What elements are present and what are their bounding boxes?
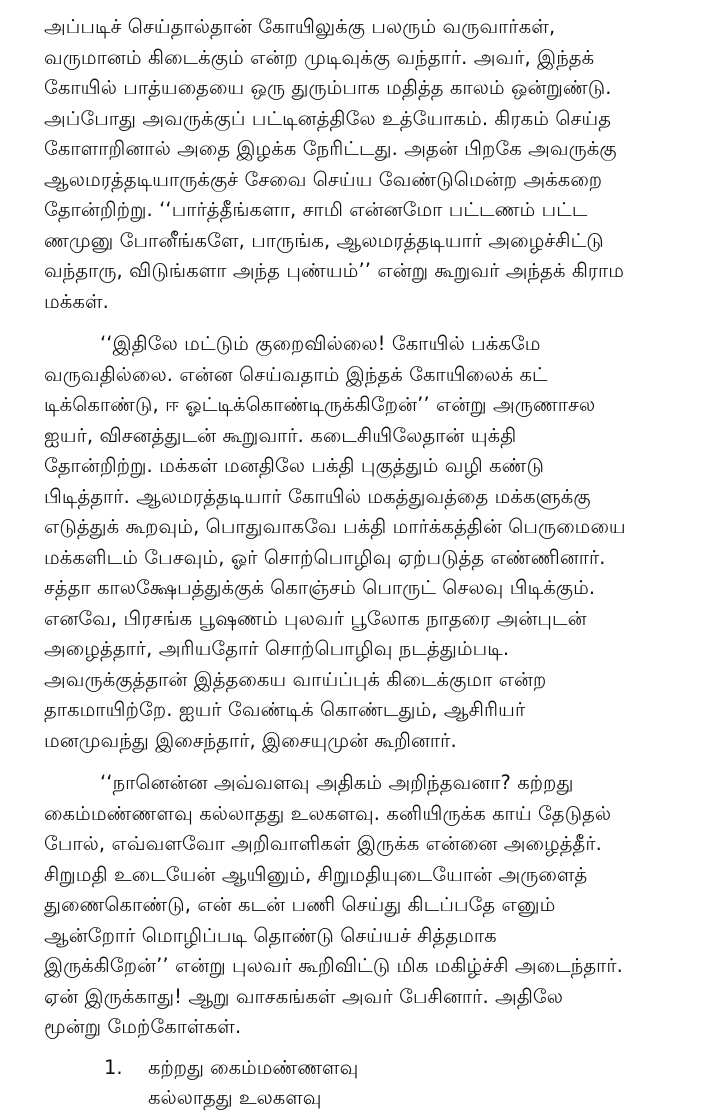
text-line: ணமுனு போனீங்களே, பாருங்க, ஆலமரத்தடியார் அழைச்சிட்டு	[44, 228, 604, 252]
paragraph-3	[44, 768, 692, 1043]
text-line: தோன்றிற்று. மக்கள் மனதிலே பக்தி புகுத்தும் வழி கண்டு	[44, 454, 545, 477]
list-item	[44, 1053, 692, 1084]
list-item-text: கற்றது கைம்மண்ணளவு	[148, 1055, 359, 1079]
text-line: மக்களிடம் பேசவும், ஓர் சொற்பொழிவு ஏற்படுத்த எண்ணினார்.	[44, 545, 606, 569]
text-line: வந்தாரு, விடுங்களா அந்த புண்யம்’’ என்று கூறுவர் அந்தக் கிராம	[44, 259, 625, 282]
paragraph-1	[44, 12, 692, 317]
text-line: ஆலமரத்தடியாருக்குச் சேவை செய்ய வேண்டுமென்ற அக்கறை	[44, 167, 603, 191]
text-line: ‘‘நானென்ன அவ்வளவு அதிகம் அறிந்தவனா? கற்றது	[100, 771, 574, 794]
list-item-number: 1.	[104, 1055, 123, 1079]
text-line: கைம்மண்ணளவு கல்லாதது உலகளவு. கனியிருக்க காய் தேடுதல்	[44, 801, 612, 825]
text-line: கோளாறினால் அதை இழக்க நேரிட்டது. அதன் பிறகே அவருக்கு	[44, 137, 617, 160]
text-line: ஆன்றோர் மொழிப்படி தொண்டு செய்யச் சித்தமாக	[44, 923, 497, 947]
text-line: கோயில் பாத்யதையை ஒரு துரும்பாக மதித்த காலம் ஒன்றுண்டு.	[44, 76, 612, 99]
text-line: எனவே, பிரசங்க பூஷணம் புலவர் பூலோக நாதரை அன்புடன்	[44, 606, 587, 630]
text-line: போல், எவ்வளவோ அறிவாளிகள் இருக்க என்னை அழைத்தீர்.	[44, 832, 602, 855]
paragraph-2	[44, 329, 692, 756]
text-line: வருவதில்லை. என்ன செய்வதாம் இந்தக் கோயிலைக் கட்	[44, 362, 548, 386]
text-line: டிக்கொண்டு, ஈ ஓட்டிக்கொண்டிருக்கிறேன்’’ என்று அருணாசல	[44, 393, 596, 416]
text-line: எடுத்துக் கூறவும், பொதுவாகவே பக்தி மார்க்கத்தின் பெருமையை	[44, 515, 626, 538]
text-line: அப்போது அவருக்குப் பட்டினத்திலே உத்யோகம். கிரகம் செய்த	[44, 106, 612, 130]
text-line: ஏன் இருக்காது! ஆறு வாசகங்கள் அவர் பேசினார். அதிலே	[44, 984, 564, 1008]
text-line: சத்தா காலக்ஷேபத்துக்குக் கொஞ்சம் பொருட் செலவு பிடிக்கும்.	[44, 576, 596, 599]
text-line: பிடித்தார். ஆலமரத்தடியார் கோயில் மகத்துவத்தை மக்களுக்கு	[44, 484, 591, 508]
text-line: மனமுவந்து இசைந்தார், இசையுமுன் கூறினார்.	[44, 728, 457, 752]
text-line: இருக்கிறேன்’’ என்று புலவர் கூறிவிட்டு மிக மகிழ்ச்சி அடைந்தார்.	[44, 954, 623, 977]
text-line: வருமானம் கிடைக்கும் என்ற முடிவுக்கு வந்தார். அவர், இந்தக்	[44, 45, 595, 69]
text-line: அப்படிச் செய்தால்தான் கோயிலுக்கு பலரும் வருவார்கள்,	[44, 15, 556, 38]
text-line: தாகமாயிற்றே. ஐயர் வேண்டிக் கொண்டதும், ஆசிரியர்	[44, 698, 526, 721]
list-item-text: கல்லாதது உலகளவு	[148, 1086, 322, 1109]
text-line: சிறுமதி உடையேன் ஆயினும், சிறுமதியுடையோன் அருளைத்	[44, 862, 588, 886]
text-line: ஐயர், விசனத்துடன் கூறுவார். கடைசியிலேதான் யுக்தி	[44, 423, 517, 447]
text-line: மூன்று மேற்கோள்கள்.	[44, 1015, 242, 1038]
text-line: அவருக்குத்தான் இத்தகைய வாய்ப்புக் கிடைக்குமா என்ற	[44, 667, 547, 691]
paragraph-spacer	[44, 756, 692, 768]
document-page	[44, 12, 692, 1114]
quotation-list	[44, 1053, 692, 1114]
text-line: ‘‘இதிலே மட்டும் குறைவில்லை! கோயில் பக்கமே	[100, 332, 541, 355]
text-line: தோன்றிற்று. ‘‘பார்த்தீங்களா, சாமி என்னமோ பட்டணம் பட்ட	[44, 198, 588, 221]
text-line: துணைகொண்டு, என் கடன் பணி செய்து கிடப்பதே எனும்	[44, 893, 556, 916]
text-line: அழைத்தார், அரியதோர் சொற்பொழிவு நடத்தும்படி.	[44, 637, 510, 660]
paragraph-spacer	[44, 317, 692, 329]
text-line: மக்கள்.	[44, 289, 109, 313]
